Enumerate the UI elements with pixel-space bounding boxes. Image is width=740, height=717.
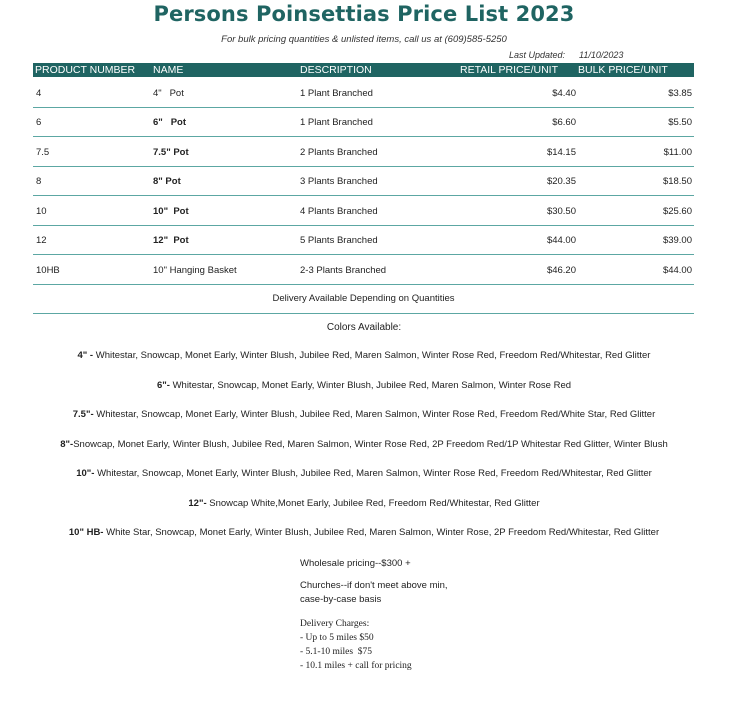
delivery-charge-item: - Up to 5 miles $50: [300, 633, 374, 643]
header-description: DESCRIPTION: [300, 64, 372, 76]
color-list: Snowcap, Monet Early, Winter Blush, Jubilee Red, Maren Salmon, Winter Rose Red, 2P Freedom Red/1P Whitestar Red Glitter, Winter Blush: [73, 439, 668, 450]
cell-name: 4" Pot: [153, 88, 184, 99]
table-row: [33, 255, 694, 285]
header-product-number: PRODUCT NUMBER: [35, 64, 136, 76]
color-list: Whitestar, Snowcap, Monet Early, Winter Blush, Jubilee Red, Maren Salmon, Winter Rose Red: [172, 380, 572, 391]
cell-bulk-price: $44.00: [662, 265, 692, 276]
delivery-note-row: [33, 286, 694, 314]
color-list: White Star, Snowcap, Monet Early, Winter Blush, Jubilee Red, Maren Salmon, Winter Rose, 2P Freedom Red/Whitestar, Red Glitter: [106, 527, 660, 538]
churches-note-line2: case-by-case basis: [300, 594, 382, 605]
cell-name: 6" Pot: [153, 117, 187, 128]
cell-bulk-price: $11.00: [663, 147, 692, 158]
color-list: Whitestar, Snowcap, Monet Early, Winter Blush, Jubilee Red, Maren Salmon, Winter Rose Red, Freedom Red/White Star, Red Glitter: [96, 409, 656, 420]
cell-product-number: 7.5: [36, 147, 50, 158]
color-size: 7.5"-: [72, 409, 97, 420]
cell-retail-price: $14.15: [546, 147, 576, 158]
cell-retail-price: $20.35: [546, 176, 576, 187]
color-line-8: [0, 439, 728, 450]
color-size: 6"-: [156, 380, 173, 391]
cell-retail-price: $6.60: [552, 117, 576, 128]
color-size: 12"-: [188, 498, 210, 509]
header-retail-price: RETAIL PRICE/UNIT: [460, 64, 559, 76]
cell-retail-price: $30.50: [546, 206, 576, 217]
delivery-charge-item: - 10.1 miles + call for pricing: [300, 661, 412, 671]
color-size: 10"-: [76, 468, 98, 479]
cell-description: 5 Plants Branched: [300, 235, 378, 246]
color-line-10hb: [0, 527, 728, 538]
subtitle: For bulk pricing quantities & unlisted items, call us at (609)585-5250: [221, 34, 507, 45]
color-size: 8"-: [60, 439, 74, 450]
color-list: Snowcap White,Monet Early, Jubilee Red, Freedom Red/Whitestar, Red Glitter: [209, 498, 540, 509]
header-bulk-price: BULK PRICE/UNIT: [578, 64, 668, 76]
color-list: Whitestar, Snowcap, Monet Early, Winter Blush, Jubilee Red, Maren Salmon, Winter Rose Red, Freedom Red/Whitestar, Red Glitter: [97, 468, 652, 479]
colors-title: Colors Available:: [326, 322, 402, 333]
color-line-12: [0, 498, 728, 509]
cell-product-number: 10: [36, 206, 47, 217]
cell-product-number: 4: [36, 88, 42, 99]
cell-name: 10" Hanging Basket: [153, 265, 237, 276]
header-name: NAME: [153, 64, 184, 76]
cell-retail-price: $44.00: [546, 235, 576, 246]
last-updated-value: 11/10/2023: [579, 50, 624, 60]
cell-retail-price: $46.20: [546, 265, 576, 276]
cell-product-number: 6: [36, 117, 42, 128]
color-line-4: [0, 350, 728, 361]
table-row: [33, 107, 694, 137]
delivery-charges-title: Delivery Charges:: [300, 619, 370, 629]
table-row: [33, 137, 694, 167]
cell-description: 4 Plants Branched: [300, 206, 378, 217]
color-list: Whitestar, Snowcap, Monet Early, Winter Blush, Jubilee Red, Maren Salmon, Winter Rose Red, Freedom Red/Whitestar, Red Glitter: [95, 350, 651, 361]
cell-bulk-price: $39.00: [662, 235, 692, 246]
cell-name: 7.5" Pot: [153, 147, 189, 158]
last-updated-label: Last Updated:: [509, 50, 566, 60]
cell-description: 2 Plants Branched: [300, 147, 378, 158]
cell-name: 12" Pot: [153, 235, 189, 246]
color-line-6: [0, 380, 728, 391]
color-line-7-5: [0, 409, 728, 420]
table-header: [33, 63, 694, 77]
table-row: [33, 78, 694, 108]
cell-bulk-price: $3.85: [668, 88, 692, 99]
cell-description: 1 Plant Branched: [300, 88, 373, 99]
cell-name: 10" Pot: [153, 206, 189, 217]
cell-product-number: 8: [36, 176, 42, 187]
delivery-charges: [300, 617, 412, 673]
cell-name: 8" Pot: [153, 176, 181, 187]
cell-retail-price: $4.40: [552, 88, 576, 99]
table-row: [33, 166, 694, 196]
page-title: Persons Poinsettias Price List 2023: [153, 2, 575, 26]
cell-description: 3 Plants Branched: [300, 176, 378, 187]
color-size: 10" HB-: [68, 527, 107, 538]
cell-bulk-price: $5.50: [668, 117, 692, 128]
delivery-note: Delivery Available Depending on Quantities: [272, 293, 455, 304]
cell-bulk-price: $18.50: [662, 176, 692, 187]
cell-bulk-price: $25.60: [662, 206, 692, 217]
wholesale-note: Wholesale pricing--$300 +: [300, 558, 411, 569]
table-row: [33, 225, 694, 255]
cell-product-number: 10HB: [36, 265, 60, 276]
color-line-10: [0, 468, 728, 479]
churches-note-line1: Churches--if don't meet above min,: [300, 580, 448, 591]
table-row: [33, 196, 694, 226]
color-size: 4" -: [77, 350, 96, 361]
cell-product-number: 12: [36, 235, 47, 246]
cell-description: 1 Plant Branched: [300, 117, 373, 128]
delivery-charge-item: - 5.1-10 miles $75: [300, 647, 373, 657]
cell-description: 2-3 Plants Branched: [300, 265, 387, 276]
